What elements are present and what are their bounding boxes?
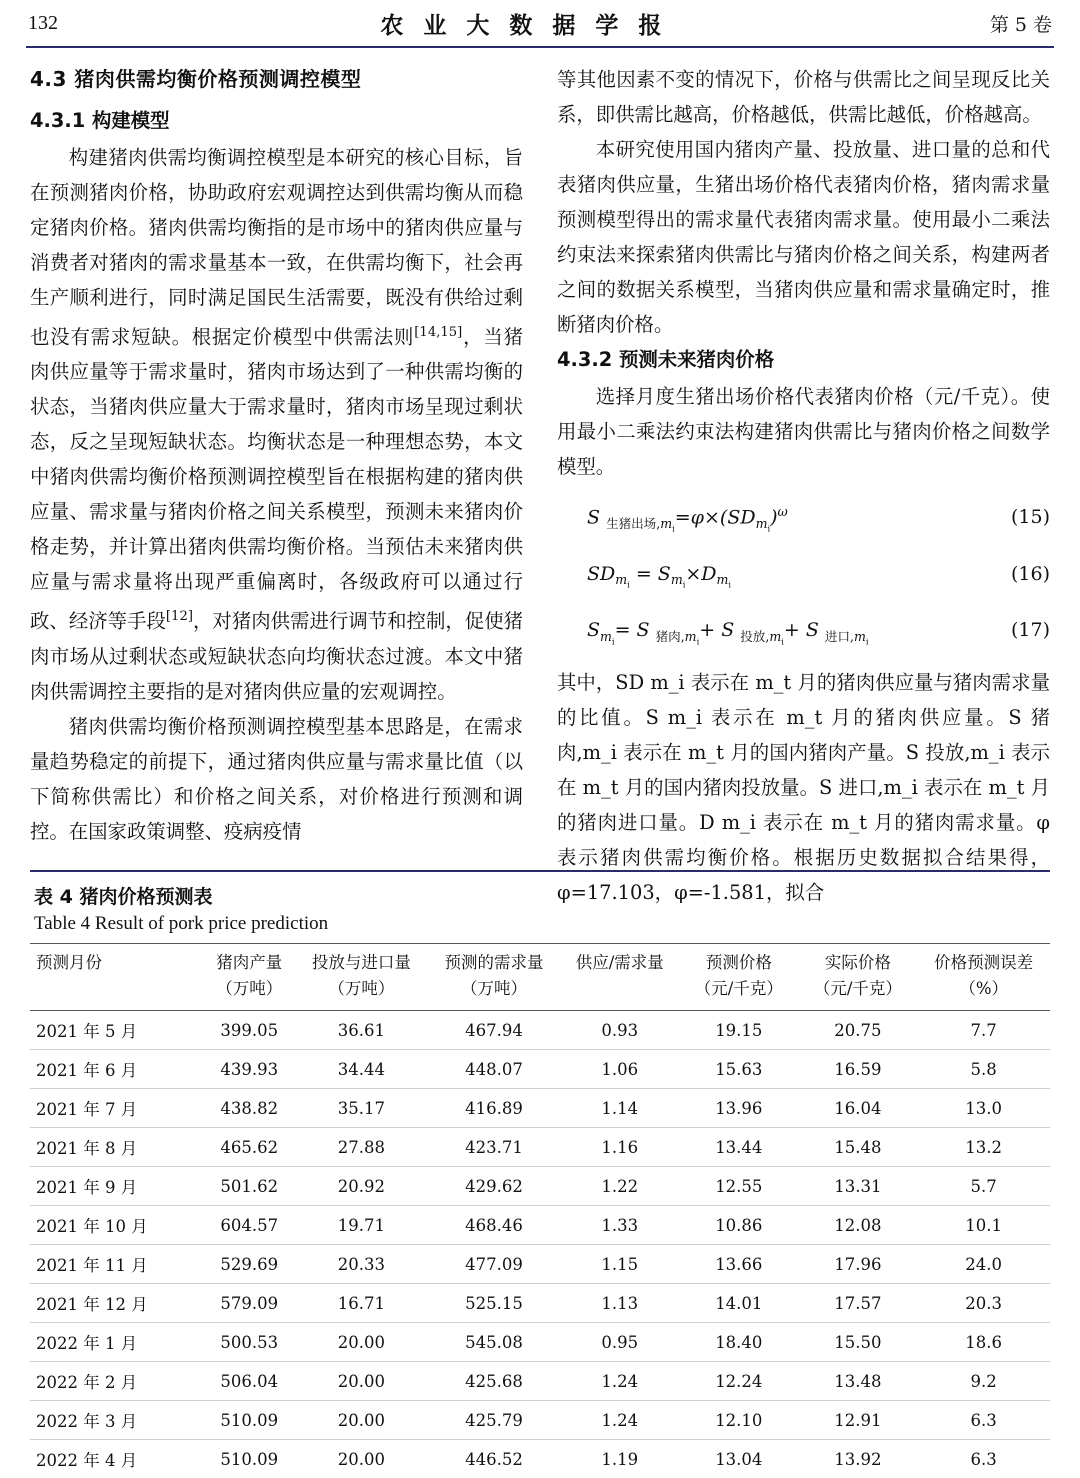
cell-value: 12.91 xyxy=(798,1401,917,1440)
right-paragraph-2: 本研究使用国内猪肉产量、投放量、进口量的总和代表猪肉供应量，生猪出场价格代表猪肉价格，猪肉需求量预测模型得出的需求量代表猪肉需求量。使用最小二乘法约束法来探索猪肉供需比与猪肉价格之间关系，构建两者之间的数据关系模型，当猪肉供应量和需求量确定时，推断猪肉价格。 xyxy=(557,138,1050,336)
cell-value: 604.57 xyxy=(203,1206,295,1245)
cell-value: 20.33 xyxy=(295,1245,428,1284)
col-header-error-l2: （%） xyxy=(959,979,1009,998)
cell-month: 2021 年 8 月 xyxy=(30,1128,203,1167)
equation-16-body: $SD_{m_i} = S_{m_i}\times D_{m_i}$ xyxy=(587,562,732,590)
table-row xyxy=(30,1167,1050,1206)
col-header-release-import xyxy=(295,944,428,1011)
cell-value: 35.17 xyxy=(295,1089,428,1128)
table-top-rule xyxy=(30,870,1050,872)
table-caption-cn: 表 4 猪肉价格预测表 xyxy=(34,886,213,908)
cell-value: 20.75 xyxy=(798,1011,917,1050)
cell-value: 446.52 xyxy=(465,1449,523,1469)
cell-value: 15.48 xyxy=(798,1128,917,1167)
cell-value: 525.15 xyxy=(428,1284,561,1323)
table-row xyxy=(30,1011,1050,1050)
cell-month: 2021 年 5 月 xyxy=(30,1011,203,1050)
cell-value: 13.04 xyxy=(715,1449,763,1469)
left-para1-cont2: ，对猪肉供需进行调节和控制，促使猪肉市场从过剩状态或短缺状态向均衡状态过渡。本文中猪肉供需调控主要指的是对猪肉供应量的宏观调控。 xyxy=(30,609,524,703)
body-columns xyxy=(24,62,1056,910)
citation-14-15: [14,15] xyxy=(414,325,463,340)
cell-value: 1.16 xyxy=(560,1128,679,1167)
equation-15-number: (15) xyxy=(1010,506,1050,529)
citation-12: [12] xyxy=(165,609,193,625)
table-4-block xyxy=(24,870,1056,1478)
cell-value: 1.15 xyxy=(560,1245,679,1284)
table-row xyxy=(30,1401,1050,1440)
cell-value: 12.24 xyxy=(679,1362,798,1401)
table-row xyxy=(30,1284,1050,1323)
col-header-error-l1: 价格预测误差 xyxy=(934,953,1034,972)
cell-value: 5.7 xyxy=(917,1167,1050,1206)
equation-16-number: (16) xyxy=(1010,562,1050,585)
cell-value: 7.7 xyxy=(917,1011,1050,1050)
running-head xyxy=(24,0,1056,46)
cell-value: 20.00 xyxy=(337,1449,385,1469)
cell-value: 0.93 xyxy=(560,1011,679,1050)
cell-value: 19.71 xyxy=(295,1206,428,1245)
cell-value: 1.13 xyxy=(560,1284,679,1323)
page-number: 132 xyxy=(28,11,58,34)
cell-month: 2021 年 12 月 xyxy=(30,1284,203,1323)
cell-value: 9.2 xyxy=(917,1362,1050,1401)
col-header-month xyxy=(30,944,203,1011)
cell-month: 2021 年 7 月 xyxy=(30,1089,203,1128)
cell-month: 2021 年 10 月 xyxy=(30,1206,203,1245)
cell-value: 13.66 xyxy=(679,1245,798,1284)
left-para1-cont: ，当猪肉供应量等于需求量时，猪肉市场达到了一种供需均衡的状态，当猪肉供应量大于需求量时，猪肉市场呈现过剩状态，反之呈现短缺状态。均衡状态是一种理想态势，本文中猪肉供需均衡价格预测调控模型旨在根据构建的猪肉供应量、需求量与猪肉价格之间关系模型，预测未来猪肉价格走势，并计算出猪肉供需均衡价格。当预估未来猪肉供应量与需求量将出现严重偏离时，各级政府可以通过行政、经济等手段 xyxy=(30,325,524,633)
col-header-demand-l2: （万吨） xyxy=(460,979,527,998)
table-row xyxy=(30,1323,1050,1362)
left-paragraph-1 xyxy=(30,140,523,709)
cell-value: 1.24 xyxy=(560,1401,679,1440)
right-paragraph-3: 选择月度生猪出场价格代表猪肉价格（元/千克）。使用最小二乘法约束法构建猪肉供需比与猪肉价格之间数学模型。 xyxy=(557,385,1050,478)
table-header-row xyxy=(30,944,1050,1011)
cell-value: 1.06 xyxy=(560,1050,679,1089)
col-header-demand xyxy=(428,944,561,1011)
cell-month: 2021 年 9 月 xyxy=(30,1167,203,1206)
cell-value: 27.88 xyxy=(295,1128,428,1167)
subsection-heading-4-3-1: 4.3.1 构建模型 xyxy=(30,109,170,132)
cell-value: 467.94 xyxy=(428,1011,561,1050)
cell-value: 1.33 xyxy=(560,1206,679,1245)
cell-value: 19.15 xyxy=(679,1011,798,1050)
cell-value: 24.0 xyxy=(917,1245,1050,1284)
col-header-output-l1: 猪肉产量 xyxy=(216,953,283,972)
cell-value: 425.79 xyxy=(428,1401,561,1440)
cell-value: 34.44 xyxy=(295,1050,428,1089)
cell-value: 13.31 xyxy=(798,1167,917,1206)
table-row xyxy=(30,1128,1050,1167)
col-header-predicted-price-l2: （元/千克） xyxy=(694,979,783,998)
cell-month: 2022 年 2 月 xyxy=(30,1362,203,1401)
cell-value: 510.09 xyxy=(220,1449,279,1469)
equation-17-number: (17) xyxy=(1010,618,1050,641)
col-header-release-import-l1: 投放与进口量 xyxy=(311,953,411,972)
volume-label: 第 5 卷 xyxy=(989,13,1052,36)
cell-value: 0.95 xyxy=(560,1323,679,1362)
table-row xyxy=(30,1440,1050,1478)
cell-value: 13.48 xyxy=(798,1362,917,1401)
cell-value: 545.08 xyxy=(428,1323,561,1362)
cell-value: 17.57 xyxy=(798,1284,917,1323)
equation-16 xyxy=(557,557,1050,603)
cell-value: 429.62 xyxy=(428,1167,561,1206)
cell-value: 12.08 xyxy=(798,1206,917,1245)
col-header-predicted-price xyxy=(679,944,798,1011)
cell-value: 14.01 xyxy=(679,1284,798,1323)
cell-value: 15.63 xyxy=(679,1050,798,1089)
cell-value: 13.44 xyxy=(679,1128,798,1167)
cell-value: 15.50 xyxy=(798,1323,917,1362)
cell-value: 448.07 xyxy=(428,1050,561,1089)
cell-value: 477.09 xyxy=(428,1245,561,1284)
cell-month: 2022 年 1 月 xyxy=(30,1323,203,1362)
cell-value: 16.71 xyxy=(295,1284,428,1323)
cell-value: 20.92 xyxy=(295,1167,428,1206)
cell-value: 20.00 xyxy=(295,1401,428,1440)
cell-value: 36.61 xyxy=(295,1011,428,1050)
col-header-actual-price xyxy=(798,944,917,1011)
equation-17-body: $S_{m_i}= S$ $_{猪肉,m_i}$+ S $_{投放,m_i}$+ S $_{进口,m_i}$ xyxy=(587,618,869,647)
cell-value: 13.0 xyxy=(917,1089,1050,1128)
cell-value: 416.89 xyxy=(428,1089,561,1128)
col-header-predicted-price-l1: 预测价格 xyxy=(705,953,772,972)
col-header-output-l2: （万吨） xyxy=(216,979,283,998)
col-header-supply-demand-ratio xyxy=(560,944,679,1011)
cell-value: 13.96 xyxy=(679,1089,798,1128)
cell-value: 10.1 xyxy=(917,1206,1050,1245)
cell-month: 2021 年 6 月 xyxy=(30,1050,203,1089)
cell-value: 13.2 xyxy=(917,1128,1050,1167)
cell-value: 500.53 xyxy=(203,1323,295,1362)
col-header-actual-price-l1: 实际价格 xyxy=(824,953,891,972)
col-header-month-l1: 预测月份 xyxy=(36,953,102,972)
table-caption-en: Table 4 Result of pork price prediction xyxy=(34,913,329,934)
cell-value: 468.46 xyxy=(428,1206,561,1245)
col-header-ratio-l1: 供应/需求量 xyxy=(575,953,664,972)
left-para1-text: 构建猪肉供需均衡调控模型是本研究的核心目标，旨在预测猪肉价格，协助政府宏观调控达到供需均衡从而稳定猪肉价格。猪肉供需均衡指的是市场中的猪肉供应量与消费者对猪肉的需求量基本一致，在供需均衡下，社会再生产顺利进行，同时满足国民生活需要，既没有供给过剩也没有需求短缺。根据定价模型中供需法则 xyxy=(30,146,523,349)
left-column xyxy=(30,62,523,910)
col-header-output xyxy=(203,944,295,1011)
table-head xyxy=(30,944,1050,1011)
cell-value: 438.82 xyxy=(203,1089,295,1128)
cell-value: 12.55 xyxy=(679,1167,798,1206)
cell-value: 510.09 xyxy=(203,1401,295,1440)
header-rule xyxy=(26,46,1054,48)
journal-title: 农 业 大 数 据 学 报 xyxy=(380,11,668,39)
cell-value: 20.00 xyxy=(295,1362,428,1401)
subsection-heading-4-3-2: 4.3.2 预测未来猪肉价格 xyxy=(557,348,775,371)
cell-value: 506.04 xyxy=(203,1362,295,1401)
cell-value: 10.86 xyxy=(679,1206,798,1245)
cell-value: 17.96 xyxy=(798,1245,917,1284)
cell-value: 20.3 xyxy=(917,1284,1050,1323)
cell-value: 423.71 xyxy=(428,1128,561,1167)
equation-15 xyxy=(557,494,1050,547)
equation-17 xyxy=(557,613,1050,659)
right-paragraph-1: 等其他因素不变的情况下，价格与供需比之间呈现反比关系，即供需比越高，价格越低，供需比越低，价格越高。 xyxy=(557,68,1050,126)
col-header-actual-price-l2: （元/千克） xyxy=(813,979,902,998)
table-row xyxy=(30,1050,1050,1089)
cell-value: 1.22 xyxy=(560,1167,679,1206)
section-heading-4-3: 4.3 猪肉供需均衡价格预测调控模型 xyxy=(30,67,362,91)
cell-value: 6.3 xyxy=(970,1449,997,1469)
cell-value: 399.05 xyxy=(203,1011,295,1050)
cell-month: 2021 年 11 月 xyxy=(30,1245,203,1284)
cell-value: 16.04 xyxy=(798,1089,917,1128)
table-row xyxy=(30,1245,1050,1284)
cell-value: 579.09 xyxy=(203,1284,295,1323)
right-column xyxy=(557,62,1050,910)
cell-value: 5.8 xyxy=(917,1050,1050,1089)
cell-value: 18.6 xyxy=(917,1323,1050,1362)
col-header-release-import-l2: （万吨） xyxy=(328,979,395,998)
cell-value: 6.3 xyxy=(917,1401,1050,1440)
table-row xyxy=(30,1206,1050,1245)
cell-month: 2022 年 4 月 xyxy=(36,1451,138,1470)
equation-15-body: S $_{生猪出场,m_i}=\varphi\times(SD_{m_i})^\omega$ xyxy=(587,504,788,534)
cell-value: 16.59 xyxy=(798,1050,917,1089)
right-paragraph-4: 其中，SD m_i 表示在 m_t 月的猪肉供应量与猪肉需求量的比值。S m_i 表示在 m_t 月的猪肉供应量。S 猪肉,m_i 表示在 m_t 月的国内猪肉产量。S 投放,m_i 表示在 m_t 月的国内猪肉投放量。S 进口,m_i 表示在 m_t 月的猪肉进口量。D m_i 表示在 m_t 月的猪肉需求量。φ 表示猪肉供需均衡价格。根据历史数据拟合结果得，φ=17.103，φ=-1.581，拟合 xyxy=(557,671,1050,905)
cell-value: 1.24 xyxy=(560,1362,679,1401)
pork-price-prediction-table xyxy=(30,943,1050,1478)
table-body xyxy=(30,1011,1050,1478)
col-header-demand-l1: 预测的需求量 xyxy=(444,953,544,972)
left-paragraph-2: 猪肉供需均衡价格预测调控模型基本思路是，在需求量趋势稳定的前提下，通过猪肉供应量与需求量比值（以下简称供需比）和价格之间关系，对价格进行预测和调控。在国家政策调整、疫病疫情 xyxy=(30,714,523,843)
table-row xyxy=(30,1089,1050,1128)
cell-value: 1.14 xyxy=(560,1089,679,1128)
cell-month: 2022 年 3 月 xyxy=(30,1401,203,1440)
table-row xyxy=(30,1362,1050,1401)
cell-value: 439.93 xyxy=(203,1050,295,1089)
cell-value: 465.62 xyxy=(203,1128,295,1167)
cell-value: 13.92 xyxy=(834,1449,882,1469)
col-header-error xyxy=(917,944,1050,1011)
cell-value: 529.69 xyxy=(203,1245,295,1284)
cell-value: 1.19 xyxy=(601,1449,639,1469)
cell-value: 425.68 xyxy=(428,1362,561,1401)
cell-value: 12.10 xyxy=(679,1401,798,1440)
cell-value: 20.00 xyxy=(295,1323,428,1362)
cell-value: 501.62 xyxy=(203,1167,295,1206)
cell-value: 18.40 xyxy=(679,1323,798,1362)
